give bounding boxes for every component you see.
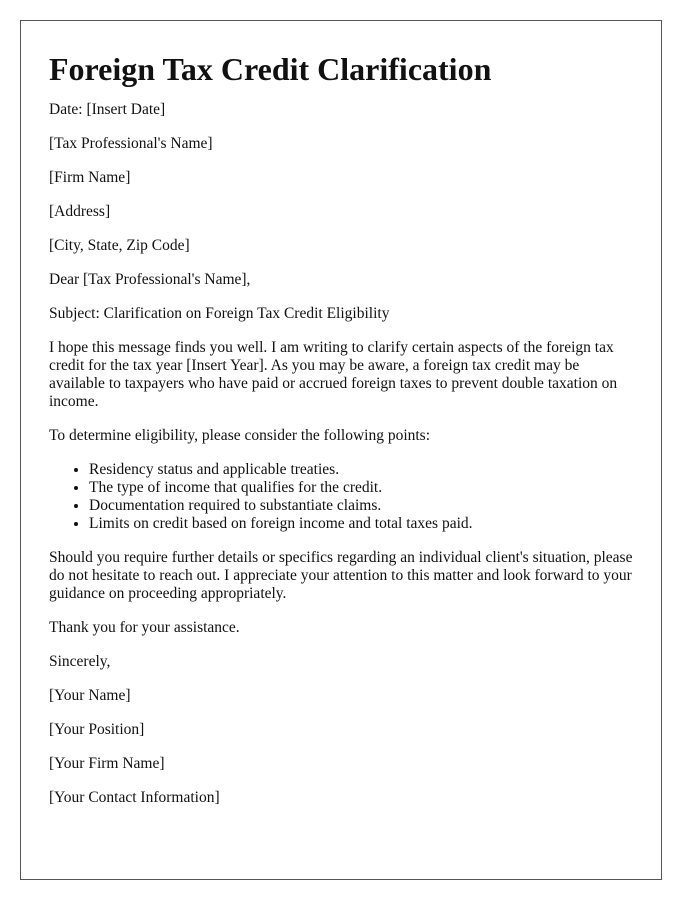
- followup-paragraph: Should you require further details or specifics regarding an individual client's situation, please do not hesitate to reach out. I appreciate your attention to this matter and look forward to your guidance on proceeding appropriately.: [49, 549, 633, 602]
- city-state-zip-line: [City, State, Zip Code]: [49, 237, 190, 254]
- sender-position: [Your Position]: [49, 721, 145, 738]
- list-item: • Documentation required to substantiate claims.: [89, 497, 633, 515]
- thanks-line: Thank you for your assistance.: [49, 619, 240, 636]
- salutation: Dear [Tax Professional's Name],: [49, 271, 251, 288]
- eligibility-points-list: [49, 461, 633, 533]
- sender-contact: [Your Contact Information]: [49, 789, 220, 806]
- list-item: • The type of income that qualifies for the credit.: [89, 479, 633, 497]
- recipient-name: [Tax Professional's Name]: [49, 135, 213, 152]
- date-line: Date: [Insert Date]: [49, 101, 166, 118]
- address-line: [Address]: [49, 203, 111, 220]
- firm-name: [Firm Name]: [49, 169, 131, 186]
- sender-firm: [Your Firm Name]: [49, 755, 165, 772]
- list-item: • Residency status and applicable treaties.: [89, 461, 633, 479]
- list-item: • Limits on credit based on foreign income and total taxes paid.: [89, 515, 633, 533]
- letter-title: Foreign Tax Credit Clarification: [49, 51, 492, 87]
- points-intro: To determine eligibility, please consider the following points:: [49, 427, 431, 444]
- intro-paragraph: I hope this message finds you well. I am writing to clarify certain aspects of the foreign tax credit for the tax year [Insert Year]. As you may be aware, a foreign tax credit may be available to taxpayers who have paid or accrued foreign taxes to prevent double taxation on income.: [49, 339, 618, 410]
- closing-line: Sincerely,: [49, 653, 111, 670]
- subject-line: Subject: Clarification on Foreign Tax Credit Eligibility: [49, 305, 390, 322]
- letter-page: [20, 20, 662, 880]
- sender-name: [Your Name]: [49, 687, 131, 704]
